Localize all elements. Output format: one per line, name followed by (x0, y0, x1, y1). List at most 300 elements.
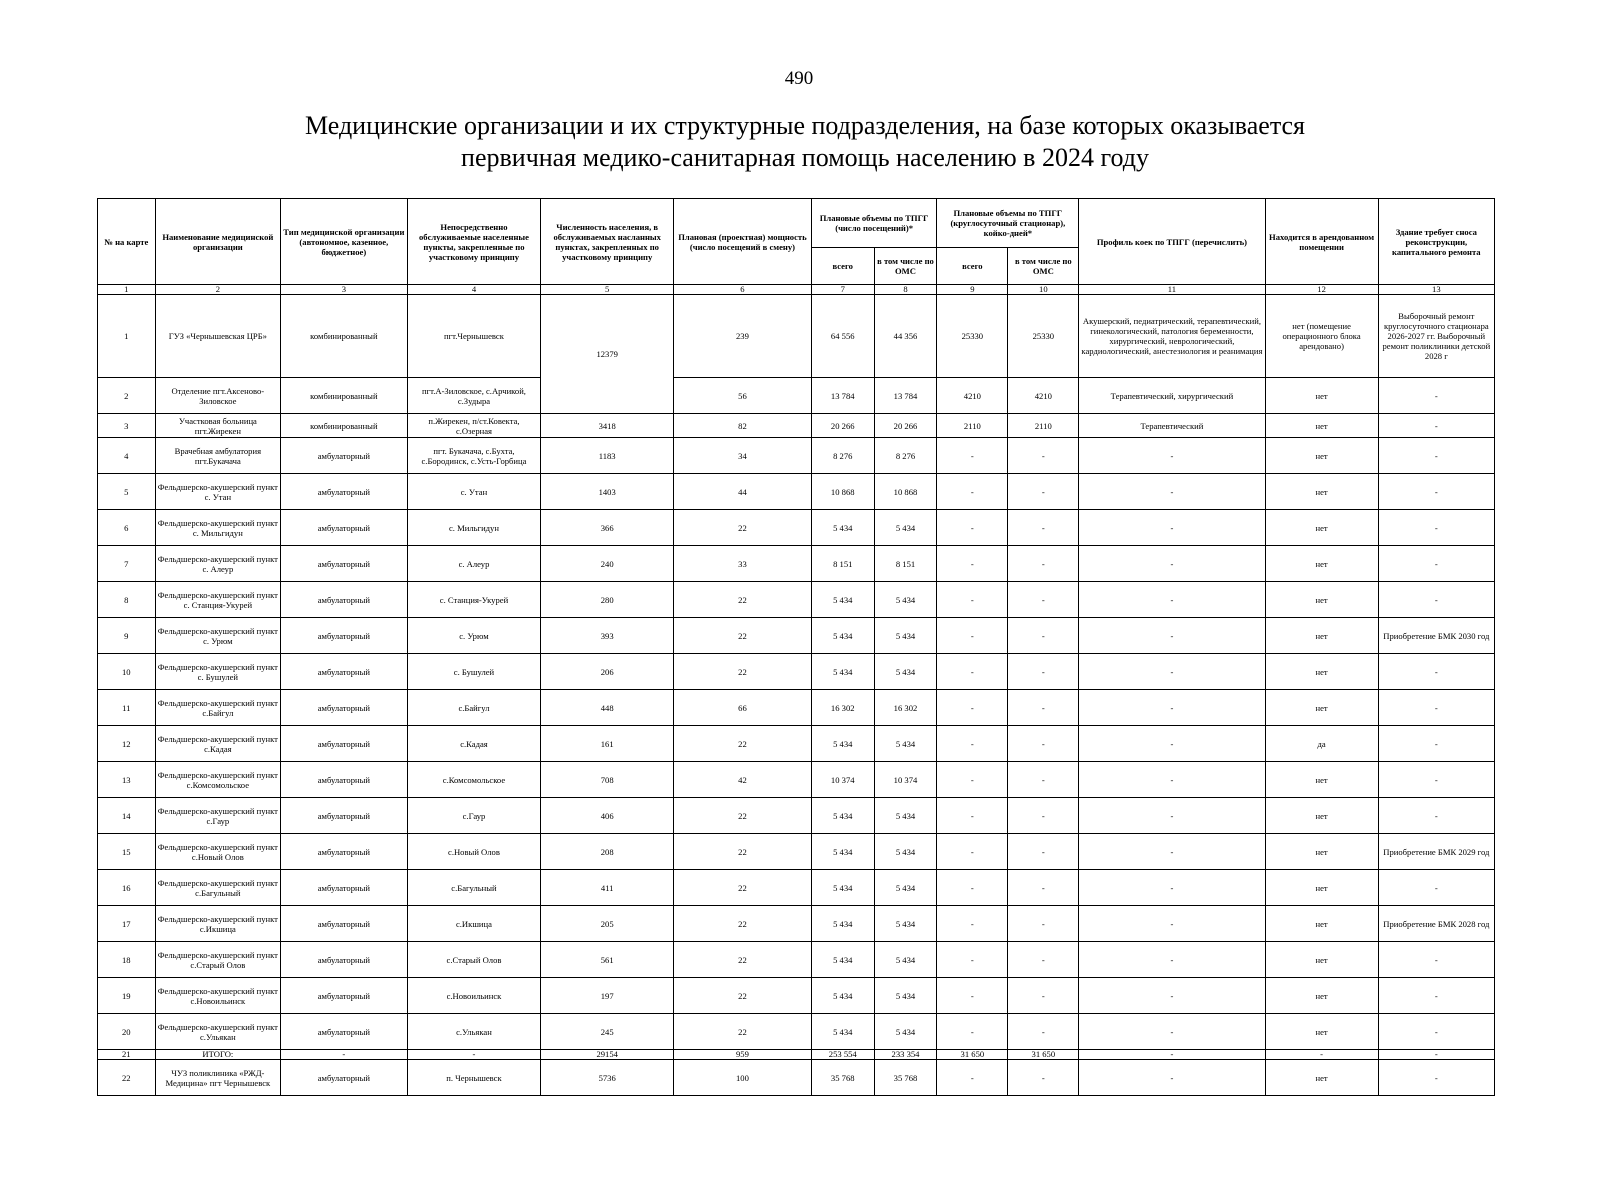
cell-settlements: с.Икшица (407, 906, 541, 942)
cell-rented: нет (1265, 762, 1378, 798)
table-row (98, 906, 1495, 942)
header-bed-days-total: всего (937, 248, 1008, 285)
cell-bed-days-total: 25330 (937, 295, 1008, 378)
table-row (98, 942, 1495, 978)
cell-population: 197 (541, 978, 674, 1014)
cell-bed-days-oms: - (1008, 1060, 1079, 1096)
cell-rented: нет (1265, 378, 1378, 414)
page-number: 490 (784, 68, 814, 89)
cell-visits-oms: 20 266 (874, 414, 937, 438)
cell-bed-days-total: - (937, 474, 1008, 510)
cell-org-type: амбулаторный (281, 438, 408, 474)
cell-population: 206 (541, 654, 674, 690)
cell-rented: нет (помещение операционного блока арендовано) (1265, 295, 1378, 378)
cell-bed-profile: - (1079, 870, 1265, 906)
cell-number: 15 (98, 834, 156, 870)
table-row (98, 474, 1495, 510)
cell-visits-total: 10 868 (811, 474, 874, 510)
column-number: 2 (155, 285, 281, 295)
cell-visits-oms: 5 434 (874, 510, 937, 546)
cell-bed-profile: - (1079, 906, 1265, 942)
cell-rented: нет (1265, 942, 1378, 978)
cell-repair: - (1378, 762, 1494, 798)
cell-population: 205 (541, 906, 674, 942)
cell-org-name: Фельдшерско-акушерский пункт с.Багульный (155, 870, 281, 906)
cell-population: 5736 (541, 1060, 674, 1096)
cell-bed-days-oms: - (1008, 978, 1079, 1014)
cell-rented: нет (1265, 414, 1378, 438)
cell-population: 1403 (541, 474, 674, 510)
column-number: 8 (874, 285, 937, 295)
cell-org-type: амбулаторный (281, 474, 408, 510)
cell-population: 280 (541, 582, 674, 618)
cell-settlements: с.Комсомольское (407, 762, 541, 798)
cell-capacity: 42 (674, 762, 812, 798)
cell-rented: нет (1265, 618, 1378, 654)
cell-settlements: с.Багульный (407, 870, 541, 906)
cell-bed-days-oms: - (1008, 546, 1079, 582)
cell-org-type: комбинированный (281, 414, 408, 438)
cell-settlements: - (407, 1050, 541, 1060)
cell-bed-days-total: - (937, 654, 1008, 690)
cell-bed-days-oms: - (1008, 582, 1079, 618)
cell-capacity: 22 (674, 942, 812, 978)
cell-visits-oms: 10 868 (874, 474, 937, 510)
cell-number: 12 (98, 726, 156, 762)
cell-settlements: с. Алеур (407, 546, 541, 582)
column-number: 4 (407, 285, 541, 295)
cell-bed-days-total: - (937, 942, 1008, 978)
cell-org-type: амбулаторный (281, 582, 408, 618)
cell-capacity: 66 (674, 690, 812, 726)
cell-rented: нет (1265, 834, 1378, 870)
cell-visits-oms: 8 276 (874, 438, 937, 474)
cell-org-type: амбулаторный (281, 510, 408, 546)
cell-visits-total: 253 554 (811, 1050, 874, 1060)
cell-rented: нет (1265, 906, 1378, 942)
cell-org-type: амбулаторный (281, 690, 408, 726)
cell-bed-days-total: 2110 (937, 414, 1008, 438)
cell-rented: нет (1265, 1014, 1378, 1050)
cell-org-name: ИТОГО: (155, 1050, 281, 1060)
cell-bed-days-total: - (937, 906, 1008, 942)
cell-bed-days-total: - (937, 438, 1008, 474)
cell-settlements: с.Старый Олов (407, 942, 541, 978)
cell-population: 29154 (541, 1050, 674, 1060)
cell-repair: - (1378, 474, 1494, 510)
cell-number: 10 (98, 654, 156, 690)
cell-population: 240 (541, 546, 674, 582)
cell-repair: Выборочный ремонт круглосуточного стационара 2026-2027 гг. Выборочный ремонт поликлиники детской 2028 г (1378, 295, 1494, 378)
cell-bed-days-oms: - (1008, 870, 1079, 906)
cell-repair: - (1378, 1050, 1494, 1060)
cell-bed-days-oms: - (1008, 654, 1079, 690)
cell-number: 14 (98, 798, 156, 834)
cell-bed-days-oms: - (1008, 1014, 1079, 1050)
cell-bed-profile: - (1079, 1014, 1265, 1050)
cell-repair: - (1378, 798, 1494, 834)
cell-capacity: 33 (674, 546, 812, 582)
column-number: 11 (1079, 285, 1265, 295)
cell-org-name: Фельдшерско-акушерский пункт с.Новоильинск (155, 978, 281, 1014)
cell-number: 1 (98, 295, 156, 378)
cell-bed-profile: - (1079, 798, 1265, 834)
cell-bed-days-oms: 25330 (1008, 295, 1079, 378)
cell-bed-days-oms: - (1008, 510, 1079, 546)
cell-bed-days-oms: - (1008, 942, 1079, 978)
cell-settlements: с.Гаур (407, 798, 541, 834)
header-bed-profile: Профиль коек по ТПГГ (перечислить) (1079, 199, 1265, 285)
cell-capacity: 34 (674, 438, 812, 474)
cell-visits-oms: 5 434 (874, 834, 937, 870)
cell-visits-total: 5 434 (811, 618, 874, 654)
cell-bed-days-oms: 2110 (1008, 414, 1079, 438)
cell-org-type: амбулаторный (281, 906, 408, 942)
cell-population: 561 (541, 942, 674, 978)
cell-capacity: 22 (674, 618, 812, 654)
table-row (98, 978, 1495, 1014)
cell-visits-oms: 5 434 (874, 726, 937, 762)
column-number: 13 (1378, 285, 1494, 295)
column-number: 5 (541, 285, 674, 295)
cell-org-type: амбулаторный (281, 1060, 408, 1096)
cell-rented: нет (1265, 978, 1378, 1014)
cell-capacity: 22 (674, 906, 812, 942)
cell-number: 9 (98, 618, 156, 654)
cell-bed-profile: Терапевтический, хирургический (1079, 378, 1265, 414)
cell-number: 13 (98, 762, 156, 798)
cell-rented: нет (1265, 474, 1378, 510)
table-row (98, 726, 1495, 762)
header-org-type: Тип медицинской организации (автономное, казенное, бюджетное) (281, 199, 408, 285)
cell-capacity: 22 (674, 510, 812, 546)
cell-org-name: Фельдшерско-акушерский пункт с. Мильгидун (155, 510, 281, 546)
table-row (98, 798, 1495, 834)
cell-visits-total: 5 434 (811, 726, 874, 762)
header-visits-total: всего (811, 248, 874, 285)
column-number: 10 (1008, 285, 1079, 295)
cell-capacity: 56 (674, 378, 812, 414)
cell-bed-days-total: - (937, 762, 1008, 798)
cell-number: 20 (98, 1014, 156, 1050)
cell-visits-total: 35 768 (811, 1060, 874, 1096)
cell-org-name: Фельдшерско-акушерский пункт с.Старый Олов (155, 942, 281, 978)
cell-visits-oms: 35 768 (874, 1060, 937, 1096)
table-row (98, 690, 1495, 726)
cell-visits-oms: 5 434 (874, 1014, 937, 1050)
cell-repair: Приобретение БМК 2030 год (1378, 618, 1494, 654)
header-bed-days-volume: Плановые объемы по ТПГГ (круглосуточный стационар), койко-дней* (937, 199, 1079, 248)
cell-bed-profile: - (1079, 726, 1265, 762)
cell-population: 366 (541, 510, 674, 546)
cell-visits-total: 5 434 (811, 582, 874, 618)
header-capacity: Плановая (проектная) мощность (число посещений в смену) (674, 199, 812, 285)
cell-bed-days-oms: 31 650 (1008, 1050, 1079, 1060)
cell-settlements: п.Жирекен, п/ст.Ковекта, с.Озерная (407, 414, 541, 438)
cell-visits-oms: 5 434 (874, 798, 937, 834)
cell-org-type: амбулаторный (281, 798, 408, 834)
cell-repair: - (1378, 942, 1494, 978)
cell-rented: нет (1265, 798, 1378, 834)
header-settlements: Непосредственно обслуживаемые населенные пункты, закрепленные по участковому принципу (407, 199, 541, 285)
table-row (98, 870, 1495, 906)
cell-repair: Приобретение БМК 2029 год (1378, 834, 1494, 870)
cell-capacity: 22 (674, 870, 812, 906)
cell-org-type: амбулаторный (281, 1014, 408, 1050)
cell-bed-profile: - (1079, 690, 1265, 726)
cell-visits-total: 5 434 (811, 870, 874, 906)
cell-number: 8 (98, 582, 156, 618)
cell-bed-days-total: - (937, 834, 1008, 870)
cell-number: 4 (98, 438, 156, 474)
cell-bed-profile: - (1079, 762, 1265, 798)
cell-visits-total: 64 556 (811, 295, 874, 378)
cell-bed-days-oms: - (1008, 618, 1079, 654)
cell-org-type: амбулаторный (281, 654, 408, 690)
cell-visits-oms: 5 434 (874, 870, 937, 906)
cell-bed-profile: - (1079, 1060, 1265, 1096)
cell-rented: нет (1265, 1060, 1378, 1096)
cell-org-name: Фельдшерско-акушерский пункт с.Ульякан (155, 1014, 281, 1050)
cell-visits-oms: 5 434 (874, 978, 937, 1014)
cell-population: 1183 (541, 438, 674, 474)
cell-bed-profile: - (1079, 582, 1265, 618)
cell-bed-profile: Акушерский, педиатрический, терапевтический, гинекологический, патология беременности, хирургический, неврологический, кардиологический, анестезиология и реанимация (1079, 295, 1265, 378)
cell-rented: нет (1265, 870, 1378, 906)
cell-bed-days-total: - (937, 978, 1008, 1014)
cell-visits-total: 5 434 (811, 906, 874, 942)
cell-repair: - (1378, 690, 1494, 726)
cell-settlements: с. Бушулей (407, 654, 541, 690)
document-title (190, 110, 1420, 174)
cell-repair: Приобретение БМК 2028 год (1378, 906, 1494, 942)
cell-visits-oms: 8 151 (874, 546, 937, 582)
cell-number: 11 (98, 690, 156, 726)
cell-visits-oms: 16 302 (874, 690, 937, 726)
cell-bed-days-total: - (937, 798, 1008, 834)
cell-org-name: ГУЗ «Чернышевская ЦРБ» (155, 295, 281, 378)
cell-visits-total: 5 434 (811, 942, 874, 978)
cell-org-type: комбинированный (281, 378, 408, 414)
cell-bed-days-oms: - (1008, 834, 1079, 870)
cell-settlements: с. Мильгидун (407, 510, 541, 546)
cell-capacity: 22 (674, 654, 812, 690)
cell-org-type: амбулаторный (281, 834, 408, 870)
cell-population: 12379 (541, 295, 674, 414)
cell-visits-oms: 13 784 (874, 378, 937, 414)
cell-population: 393 (541, 618, 674, 654)
cell-visits-total: 5 434 (811, 510, 874, 546)
cell-bed-days-total: - (937, 510, 1008, 546)
cell-repair: - (1378, 654, 1494, 690)
table-row (98, 510, 1495, 546)
cell-bed-profile: - (1079, 546, 1265, 582)
cell-repair: - (1378, 546, 1494, 582)
header-repair: Здание требует сноса реконструкции, капитального ремонта (1378, 199, 1494, 285)
cell-org-name: Отделение пгт.Аксеново-Зиловское (155, 378, 281, 414)
cell-bed-days-total: - (937, 870, 1008, 906)
cell-rented: нет (1265, 582, 1378, 618)
cell-capacity: 239 (674, 295, 812, 378)
cell-visits-total: 8 151 (811, 546, 874, 582)
title-line-1: Медицинские организации и их структурные подразделения, на базе которых оказывается (304, 111, 1305, 140)
table-row (98, 1014, 1495, 1050)
cell-org-type: амбулаторный (281, 978, 408, 1014)
cell-number: 16 (98, 870, 156, 906)
cell-visits-total: 10 374 (811, 762, 874, 798)
cell-org-name: Фельдшерско-акушерский пункт с.Кадая (155, 726, 281, 762)
table-row (98, 654, 1495, 690)
table-row (98, 546, 1495, 582)
cell-visits-total: 5 434 (811, 834, 874, 870)
table-row (98, 618, 1495, 654)
cell-bed-days-oms: 4210 (1008, 378, 1079, 414)
cell-population: 406 (541, 798, 674, 834)
cell-visits-total: 16 302 (811, 690, 874, 726)
cell-settlements: пгт.Чернышевск (407, 295, 541, 378)
cell-bed-profile: - (1079, 510, 1265, 546)
cell-bed-days-total: - (937, 582, 1008, 618)
cell-rented: да (1265, 726, 1378, 762)
cell-settlements: пгт. Букачача, с.Бухта, с.Бородинск, с.Усть-Горбица (407, 438, 541, 474)
cell-org-type: комбинированный (281, 295, 408, 378)
cell-org-name: Врачебная амбулатория пгт.Букачача (155, 438, 281, 474)
header-population: Численность населения, в обслуживаемых насланных пунктах, закрепленных по участковому принципу (541, 199, 674, 285)
table-row (98, 762, 1495, 798)
table-row (98, 582, 1495, 618)
cell-settlements: с. Урюм (407, 618, 541, 654)
cell-repair: - (1378, 438, 1494, 474)
cell-org-name: Фельдшерско-акушерский пункт с. Утан (155, 474, 281, 510)
cell-bed-profile: - (1079, 1050, 1265, 1060)
cell-bed-days-total: - (937, 690, 1008, 726)
cell-org-name: Фельдшерско-акушерский пункт с.Байгул (155, 690, 281, 726)
cell-visits-total: 5 434 (811, 1014, 874, 1050)
cell-bed-days-total: 31 650 (937, 1050, 1008, 1060)
cell-visits-total: 5 434 (811, 654, 874, 690)
cell-visits-oms: 10 374 (874, 762, 937, 798)
cell-visits-total: 13 784 (811, 378, 874, 414)
cell-population: 245 (541, 1014, 674, 1050)
cell-settlements: с. Станция-Укурей (407, 582, 541, 618)
column-number: 9 (937, 285, 1008, 295)
cell-org-name: Фельдшерско-акушерский пункт с.Икшица (155, 906, 281, 942)
cell-org-name: Фельдшерско-акушерский пункт с.Гаур (155, 798, 281, 834)
cell-settlements: с.Ульякан (407, 1014, 541, 1050)
cell-number: 18 (98, 942, 156, 978)
cell-rented: нет (1265, 546, 1378, 582)
cell-capacity: 959 (674, 1050, 812, 1060)
column-number: 7 (811, 285, 874, 295)
cell-visits-total: 8 276 (811, 438, 874, 474)
cell-bed-days-total: - (937, 726, 1008, 762)
cell-org-name: ЧУЗ поликлиника «РЖД-Медицина» пгт Чернышевск (155, 1060, 281, 1096)
table-row (98, 438, 1495, 474)
cell-capacity: 22 (674, 834, 812, 870)
cell-rented: нет (1265, 654, 1378, 690)
header-visits-oms: в том числе по ОМС (874, 248, 937, 285)
cell-visits-total: 20 266 (811, 414, 874, 438)
cell-visits-total: 5 434 (811, 978, 874, 1014)
cell-rented: нет (1265, 510, 1378, 546)
cell-bed-days-total: - (937, 1014, 1008, 1050)
cell-org-name: Фельдшерско-акушерский пункт с. Урюм (155, 618, 281, 654)
cell-org-type: амбулаторный (281, 870, 408, 906)
cell-visits-oms: 44 356 (874, 295, 937, 378)
cell-repair: - (1378, 414, 1494, 438)
cell-number: 21 (98, 1050, 156, 1060)
table-row (98, 414, 1495, 438)
cell-bed-profile: Терапевтический (1079, 414, 1265, 438)
total-row (98, 1050, 1495, 1060)
cell-bed-days-total: 4210 (937, 378, 1008, 414)
cell-number: 22 (98, 1060, 156, 1096)
cell-bed-days-oms: - (1008, 726, 1079, 762)
cell-visits-oms: 5 434 (874, 582, 937, 618)
cell-population: 161 (541, 726, 674, 762)
cell-repair: - (1378, 1014, 1494, 1050)
title-line-2: первичная медико-санитарная помощь населению в 2024 году (461, 143, 1149, 172)
cell-rented: - (1265, 1050, 1378, 1060)
cell-bed-profile: - (1079, 618, 1265, 654)
cell-org-type: амбулаторный (281, 726, 408, 762)
cell-capacity: 100 (674, 1060, 812, 1096)
cell-settlements: с. Утан (407, 474, 541, 510)
cell-repair: - (1378, 870, 1494, 906)
cell-population: 448 (541, 690, 674, 726)
cell-org-type: амбулаторный (281, 942, 408, 978)
cell-rented: нет (1265, 690, 1378, 726)
cell-bed-days-oms: - (1008, 798, 1079, 834)
cell-org-name: Фельдшерско-акушерский пункт с.Новый Олов (155, 834, 281, 870)
table-row (98, 295, 1495, 378)
cell-visits-oms: 5 434 (874, 906, 937, 942)
cell-population: 411 (541, 870, 674, 906)
cell-capacity: 22 (674, 1014, 812, 1050)
cell-bed-days-oms: - (1008, 906, 1079, 942)
cell-visits-oms: 233 354 (874, 1050, 937, 1060)
cell-bed-profile: - (1079, 654, 1265, 690)
cell-population: 708 (541, 762, 674, 798)
cell-settlements: с.Новоильинск (407, 978, 541, 1014)
cell-bed-days-oms: - (1008, 438, 1079, 474)
cell-visits-total: 5 434 (811, 798, 874, 834)
column-number: 12 (1265, 285, 1378, 295)
cell-repair: - (1378, 978, 1494, 1014)
header-org-name: Наименование медицинской организации (155, 199, 281, 285)
header-number: № на карте (98, 199, 156, 285)
cell-org-type: амбулаторный (281, 618, 408, 654)
cell-org-name: Фельдшерско-акушерский пункт с.Комсомольское (155, 762, 281, 798)
cell-repair: - (1378, 726, 1494, 762)
cell-settlements: п. Чернышевск (407, 1060, 541, 1096)
cell-repair: - (1378, 582, 1494, 618)
cell-org-name: Фельдшерско-акушерский пункт с. Бушулей (155, 654, 281, 690)
cell-visits-oms: 5 434 (874, 618, 937, 654)
cell-repair: - (1378, 1060, 1494, 1096)
table-row (98, 834, 1495, 870)
cell-bed-profile: - (1079, 942, 1265, 978)
cell-bed-profile: - (1079, 438, 1265, 474)
cell-org-name: Фельдшерско-акушерский пункт с. Алеур (155, 546, 281, 582)
cell-number: 2 (98, 378, 156, 414)
cell-number: 6 (98, 510, 156, 546)
cell-capacity: 22 (674, 978, 812, 1014)
cell-population: 208 (541, 834, 674, 870)
cell-number: 7 (98, 546, 156, 582)
organizations-table (97, 198, 1495, 1096)
cell-settlements: с.Новый Олов (407, 834, 541, 870)
